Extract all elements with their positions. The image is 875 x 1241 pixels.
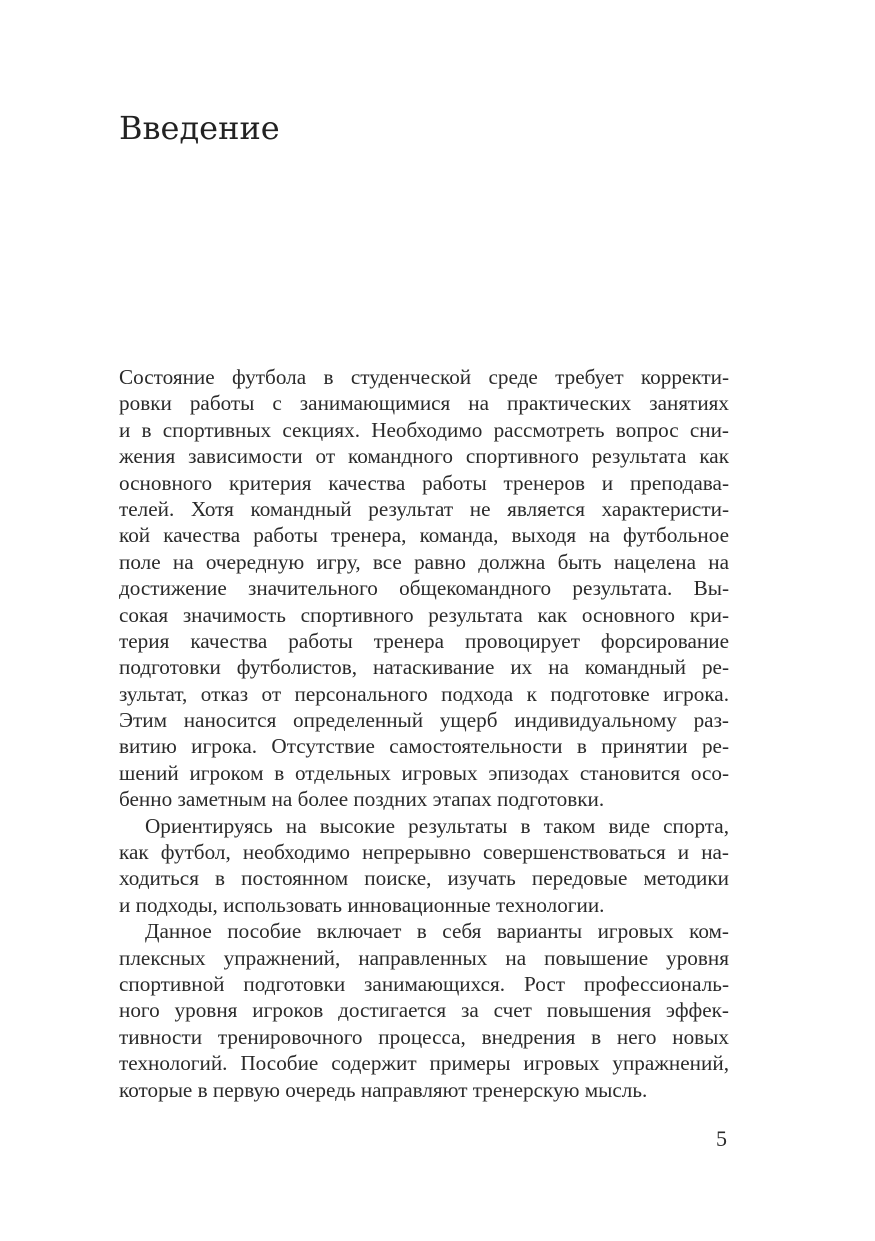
text-line: Ориентируясь на высокие результаты в таком виде спорта, [145,813,729,838]
text-line: основного критерия качества работы тренеров и преподава- [119,470,729,495]
text-line: плексных упражнений, направленных на повышение уровня [119,945,729,970]
text-line: телей. Хотя командный результат не является характеристи- [119,496,729,521]
text-line: достижение значительного общекомандного результата. Вы- [119,576,729,601]
text-line: тивности тренировочного процесса, внедрения в него новых [119,1024,729,1049]
text-line: как футбол, необходимо непрерывно совершенствоваться и на- [119,840,729,865]
text-line: которые в первую очередь направляют тренерскую мысль. [119,1077,648,1102]
paragraph-3 [119,918,729,1103]
text-line: бенно заметным на более поздних этапах подготовки. [119,787,605,812]
text-line: Этим наносится определенный ущерб индивидуальному раз- [119,708,729,733]
text-line: сокая значимость спортивного результата как основного кри- [119,602,729,627]
text-line: Данное пособие включает в себя варианты игровых ком- [145,919,729,944]
text-line: технологий. Пособие содержит примеры игровых упражнений, [119,1051,729,1076]
text-line: и подходы, использовать инновационные технологии. [119,892,605,917]
text-line: ходиться в постоянном поиске, изучать передовые методики [119,866,729,891]
text-line: жения зависимости от командного спортивного результата как [119,444,729,469]
text-line: спортивной подготовки занимающихся. Рост профессиональ- [119,971,729,996]
text-line: подготовки футболистов, натаскивание их на командный ре- [119,655,729,680]
text-line: терия качества работы тренера провоцирует форсирование [119,628,729,653]
text-line: ного уровня игроков достигается за счет повышения эффек- [119,998,729,1023]
text-line: и в спортивных секциях. Необходимо рассмотреть вопрос сни- [119,417,729,442]
paragraph-2 [119,813,729,919]
text-line: ровки работы с занимающимися на практических занятиях [119,391,729,416]
page-title: Введение [119,109,280,147]
text-line: витию игрока. Отсутствие самостоятельности в принятии ре- [119,734,729,759]
text-line: зультат, отказ от персонального подхода к подготовке игрока. [119,681,729,706]
body-text [119,364,729,1103]
paragraph-1 [119,364,729,813]
text-line: кой качества работы тренера, команда, выходя на футбольное [119,523,729,548]
page-number: 5 [716,1126,727,1151]
text-line: поле на очередную игру, все равно должна быть нацелена на [119,549,729,574]
text-line: шений игроком в отдельных игровых эпизодах становится осо- [119,760,729,785]
text-line: Состояние футбола в студенческой среде требует корректи- [119,365,729,389]
